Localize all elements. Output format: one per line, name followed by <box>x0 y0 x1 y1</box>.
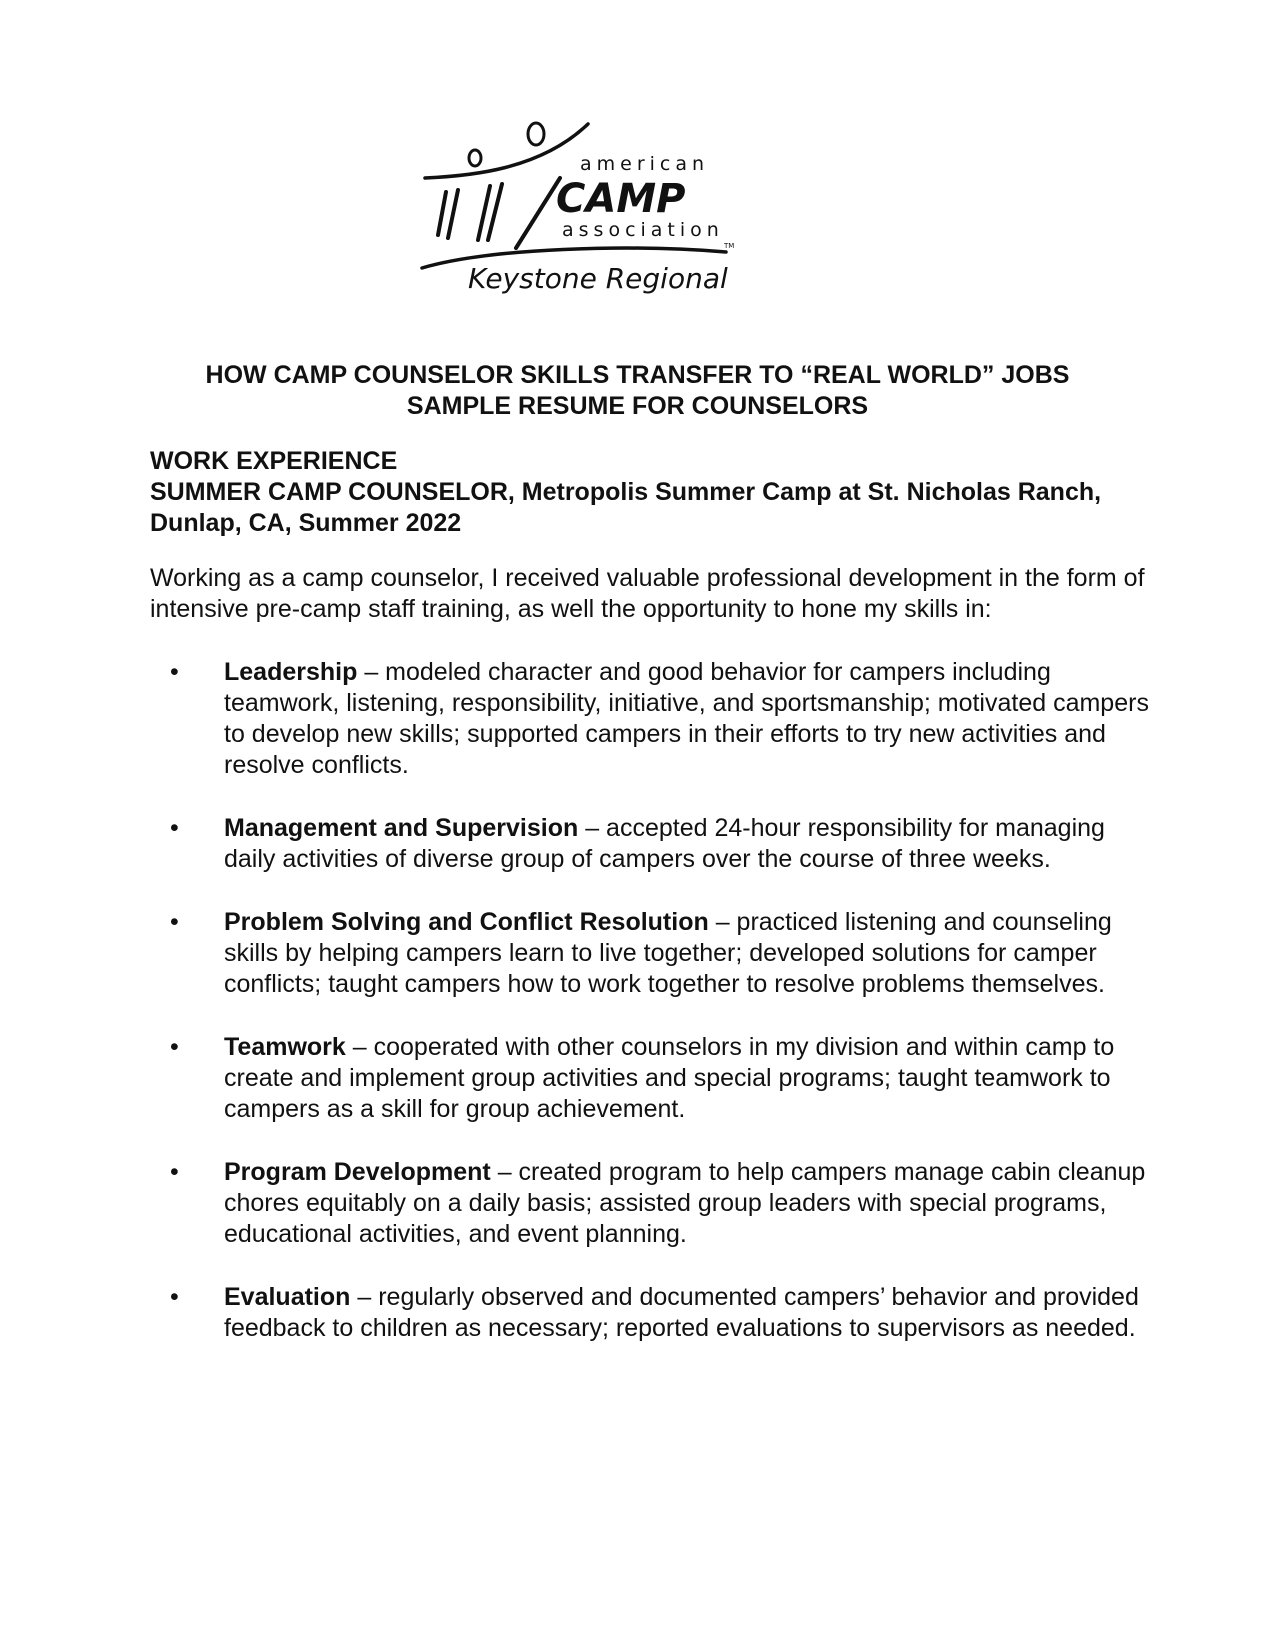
skill-item-leadership <box>150 657 1150 781</box>
skill-item-evaluation <box>150 1282 1150 1344</box>
figure-head-large-icon <box>528 123 544 145</box>
logo-camp: CAMP <box>556 176 686 222</box>
skill-item-management <box>150 813 1150 875</box>
logo-region: Keystone Regional <box>468 262 728 295</box>
skill-label: Management and Supervision <box>224 814 579 842</box>
figure-body-icon <box>438 178 560 248</box>
acа-logo <box>430 120 760 310</box>
logo-trademark: TM <box>724 242 735 250</box>
skill-label: Problem Solving and Conflict Resolution <box>224 908 709 936</box>
skill-item-teamwork <box>150 1032 1150 1125</box>
skill-description: – accepted 24-hour responsibility for managing daily activities of diverse group of campers over the course of three weeks. <box>224 814 1105 873</box>
intro-paragraph: Working as a camp counselor, I received valuable professional development in the form of intensive pre-camp staff training, as well the opportunity to hone my skills in: <box>150 564 1145 623</box>
logo-american: american <box>580 153 710 175</box>
skills-list <box>150 657 1150 1344</box>
skill-label: Leadership <box>224 658 358 686</box>
figure-head-small-icon <box>469 150 481 166</box>
skill-description: – regularly observed and documented campers’ behavior and provided feedback to children as necessary; reported evaluations to supervisors as needed. <box>224 1283 1139 1342</box>
bullet-icon: • <box>170 1033 179 1061</box>
skill-item-problem-solving <box>150 907 1150 1000</box>
figure-arm-swoosh-icon <box>425 124 588 178</box>
logo-graphic <box>430 120 760 310</box>
skill-label: Program Development <box>224 1158 491 1186</box>
skill-item-program-development <box>150 1157 1150 1250</box>
skill-description: – cooperated with other counselors in my division and within camp to create and implement group activities and special programs; taught teamwork to campers as a skill for group achievement. <box>224 1033 1115 1123</box>
logo-association: association <box>562 219 724 241</box>
section-heading: WORK EXPERIENCE <box>150 447 398 475</box>
skill-description: – modeled character and good behavior for campers including teamwork, listening, responsibility, initiative, and sportsmanship; motivated campers to develop new skills; supported campers in their efforts to try new activities and resolve conflicts. <box>224 658 1149 779</box>
skill-description: – practiced listening and counseling skills by helping campers learn to live together; developed solutions for camper conflicts; taught campers how to work together to resolve problems themselves. <box>224 908 1112 998</box>
bullet-icon: • <box>170 908 179 936</box>
bullet-icon: • <box>170 814 179 842</box>
page-title-line1: HOW CAMP COUNSELOR SKILLS TRANSFER TO “REAL WORLD” JOBS <box>205 361 1070 389</box>
skill-label: Evaluation <box>224 1283 351 1311</box>
skill-label: Teamwork <box>224 1033 346 1061</box>
bullet-icon: • <box>170 658 179 686</box>
page-title <box>0 360 1275 422</box>
bullet-icon: • <box>170 1283 179 1311</box>
skill-description: – created program to help campers manage cabin cleanup chores equitably on a daily basis; assisted group leaders with special programs, educational activities, and event planning. <box>224 1158 1146 1248</box>
work-experience-section <box>150 446 1150 1376</box>
bullet-icon: • <box>170 1158 179 1186</box>
job-title: SUMMER CAMP COUNSELOR, Metropolis Summer Camp at St. Nicholas Ranch, Dunlap, CA, Summer 2022 <box>150 478 1102 537</box>
page-title-line2: SAMPLE RESUME FOR COUNSELORS <box>406 392 869 420</box>
